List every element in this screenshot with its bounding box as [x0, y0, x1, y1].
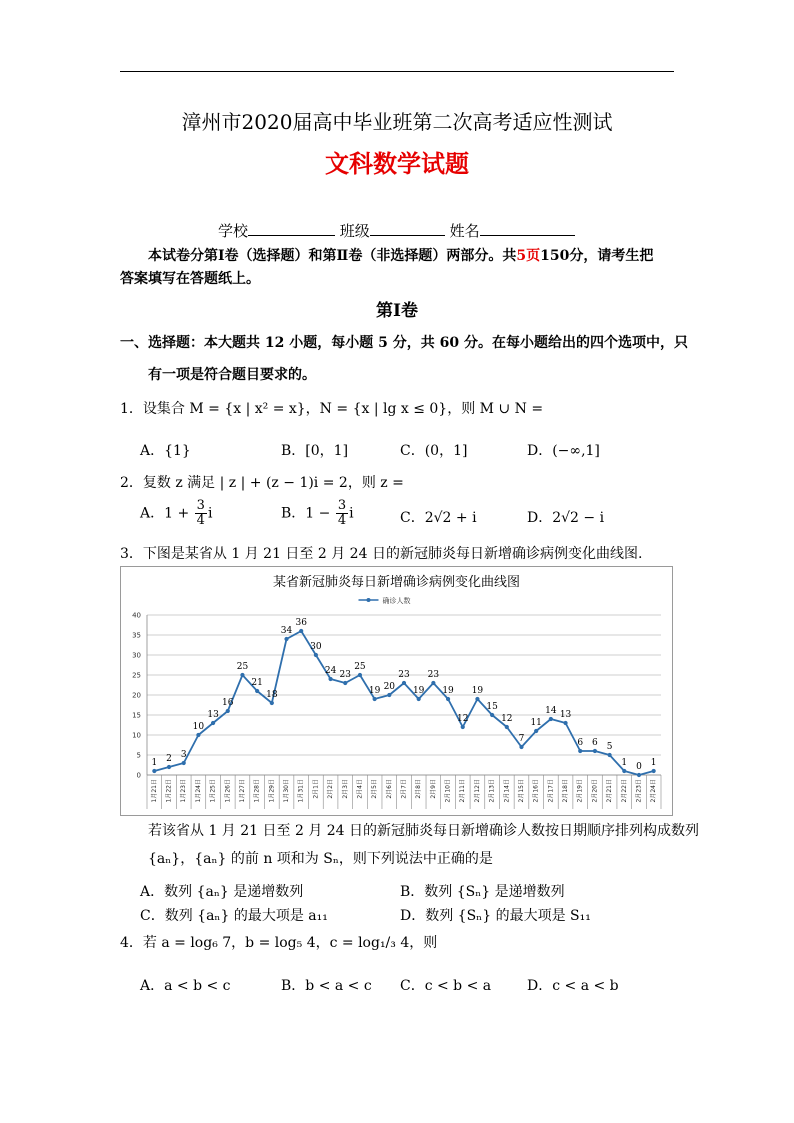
- data-label: 3: [180, 750, 187, 760]
- data-point: [475, 697, 479, 701]
- y-tick-label: 30: [132, 651, 141, 660]
- x-tick-label: 2月2日: [327, 779, 335, 799]
- data-point: [431, 681, 435, 685]
- data-point: [182, 761, 186, 765]
- q3-option-b[interactable]: B．数列 {Sₙ} 是递增数列: [400, 884, 565, 900]
- x-tick-label: 1月25日: [209, 779, 217, 803]
- data-point: [387, 693, 391, 697]
- data-label: 10: [192, 722, 205, 732]
- q4-option-d[interactable]: D．c < a < b: [527, 978, 619, 994]
- q1-option-c[interactable]: C．(0，1]: [400, 443, 468, 459]
- y-tick-label: 10: [132, 731, 141, 740]
- top-rule: [120, 71, 674, 72]
- data-point: [343, 681, 347, 685]
- data-point: [284, 637, 288, 641]
- data-label: 15: [486, 702, 498, 712]
- x-tick-label: 2月15日: [517, 779, 525, 803]
- intro-line-2: 答案填写在答题纸上。: [120, 271, 260, 287]
- data-point: [373, 697, 377, 701]
- data-label: 19: [442, 686, 454, 696]
- y-tick-label: 5: [136, 751, 141, 760]
- x-tick-label: 1月23日: [180, 779, 188, 803]
- exam-subtitle: 文科数学试题: [325, 149, 469, 178]
- class-blank[interactable]: [370, 221, 445, 236]
- data-label: 19: [368, 686, 381, 696]
- x-tick-label: 2月12日: [473, 779, 481, 803]
- x-tick-label: 2月23日: [635, 779, 643, 803]
- x-tick-label: 2月18日: [562, 779, 570, 803]
- q3-option-c[interactable]: C．数列 {aₙ} 的最大项是 a₁₁: [140, 908, 328, 924]
- x-tick-label: 1月21日: [150, 779, 158, 803]
- data-label: 19: [412, 686, 425, 696]
- q3-desc-2: {aₙ}，{aₙ} 的前 n 项和为 Sₙ，则下列说法中正确的是: [148, 851, 493, 867]
- q1-stem: 1．设集合 M = {x | x² = x}，N = {x | lg x ≤ 0}，则 M ∪ N =: [120, 401, 544, 417]
- data-label: 25: [236, 662, 249, 672]
- x-tick-label: 2月4日: [356, 779, 364, 799]
- school-blank[interactable]: [248, 221, 335, 236]
- legend-marker: [367, 598, 371, 602]
- chart-frame: [120, 566, 673, 816]
- data-label: 1: [151, 758, 158, 768]
- data-point: [211, 721, 215, 725]
- line-chart: [121, 567, 672, 815]
- data-point: [167, 765, 171, 769]
- data-label: 7: [518, 734, 525, 744]
- data-label: 30: [310, 642, 322, 652]
- x-tick-label: 2月22日: [620, 779, 628, 803]
- data-label: 34: [280, 626, 293, 636]
- data-point: [152, 769, 156, 773]
- section-heading: 一、选择题：本大题共 12 小题，每小题 5 分，共 60 分。在每小题给出的四个选项中，只: [120, 335, 688, 351]
- data-point: [490, 713, 494, 717]
- x-tick-label: 1月28日: [253, 779, 261, 803]
- data-label: 11: [530, 718, 542, 728]
- data-point: [255, 689, 259, 693]
- data-label: 13: [559, 710, 572, 720]
- data-point: [446, 697, 450, 701]
- data-point: [314, 653, 318, 657]
- data-point: [226, 709, 230, 713]
- y-tick-label: 40: [132, 611, 141, 620]
- name-blank[interactable]: [480, 221, 575, 236]
- q2-option-c[interactable]: C．2√2 + i: [400, 510, 477, 526]
- data-label: 12: [457, 714, 469, 724]
- data-point: [240, 673, 244, 677]
- data-point: [534, 729, 538, 733]
- x-tick-label: 2月10日: [444, 779, 452, 803]
- data-label: 24: [324, 666, 337, 676]
- data-point: [608, 753, 612, 757]
- data-point: [402, 681, 406, 685]
- data-point: [299, 629, 303, 633]
- fraction: $\frac{3}{4}$: [196, 498, 205, 528]
- x-tick-label: 1月31日: [297, 779, 305, 803]
- q4-option-a[interactable]: A．a < b < c: [140, 978, 231, 994]
- school-label: 学校: [218, 222, 249, 240]
- x-tick-label: 2月8日: [415, 779, 423, 799]
- y-tick-label: 20: [132, 691, 141, 700]
- data-label: 23: [427, 670, 440, 680]
- q3-option-a[interactable]: A．数列 {aₙ} 是递增数列: [140, 884, 304, 900]
- data-label: 12: [501, 714, 513, 724]
- x-tick-label: 2月21日: [606, 779, 614, 803]
- student-info-line: [218, 220, 575, 241]
- data-label: 5: [606, 742, 613, 752]
- x-tick-label: 1月26日: [224, 779, 232, 803]
- q2-option-d[interactable]: D．2√2 − i: [527, 510, 605, 526]
- exam-title: 漳州市2020届高中毕业班第二次高考适应性测试: [181, 110, 613, 134]
- q3-stem: 3．下图是某省从 1 月 21 日至 2 月 24 日的新冠肺炎每日新增确诊病例变化曲线图.: [120, 546, 643, 562]
- x-tick-label: 2月3日: [341, 779, 349, 799]
- y-tick-label: 25: [132, 671, 141, 680]
- data-point: [358, 673, 362, 677]
- x-tick-label: 1月27日: [238, 779, 246, 803]
- data-point: [549, 717, 553, 721]
- name-label: 姓名: [449, 222, 480, 240]
- y-tick-label: 15: [132, 711, 141, 720]
- q1-option-b[interactable]: B．[0，1]: [281, 443, 349, 459]
- q4-option-b[interactable]: B．b < a < c: [281, 978, 372, 994]
- data-label: 13: [207, 710, 219, 720]
- data-label: 0: [636, 762, 642, 772]
- data-point: [622, 769, 626, 773]
- data-label: 1: [650, 758, 657, 768]
- data-point: [519, 745, 523, 749]
- section-heading-cont: 有一项是符合题目要求的。: [148, 367, 316, 383]
- q1-option-a[interactable]: A．{1}: [140, 443, 191, 459]
- x-tick-label: 2月13日: [488, 779, 496, 803]
- data-point: [270, 701, 274, 705]
- data-point: [196, 733, 200, 737]
- data-point: [328, 677, 332, 681]
- class-label: 班级: [339, 222, 370, 240]
- intro-line-1: 本试卷分第Ⅰ卷（选择题）和第Ⅱ卷（非选择题）两部分。共5页150分，请考生把: [148, 248, 654, 264]
- q4-stem: 4．若 a = log₆ 7，b = log₅ 4，c = log₁/₃ 4，则: [120, 935, 438, 951]
- data-point: [563, 721, 567, 725]
- legend-label: 确诊人数: [382, 597, 411, 605]
- x-tick-label: 1月22日: [165, 779, 173, 803]
- y-tick-label: 35: [132, 631, 141, 640]
- x-tick-label: 2月16日: [532, 779, 540, 803]
- chart-title: 某省新冠肺炎每日新增确诊病例变化曲线图: [272, 575, 521, 590]
- x-tick-label: 2月24日: [650, 779, 658, 803]
- data-point: [417, 697, 421, 701]
- q4-option-c[interactable]: C．c < b < a: [400, 978, 492, 994]
- x-tick-label: 2月1日: [312, 779, 320, 799]
- x-tick-label: 2月19日: [576, 779, 584, 803]
- data-label: 23: [339, 670, 351, 680]
- data-label: 6: [592, 738, 598, 748]
- y-tick-label: 0: [136, 771, 141, 780]
- data-label: 20: [383, 682, 396, 692]
- x-tick-label: 2月6日: [385, 779, 393, 799]
- data-label: 19: [471, 686, 484, 696]
- x-tick-label: 2月14日: [503, 779, 511, 803]
- fraction: $\frac{3}{4}$: [337, 498, 347, 528]
- part-title: 第Ⅰ卷: [376, 301, 418, 321]
- data-label: 2: [166, 754, 172, 764]
- data-point: [593, 749, 597, 753]
- x-tick-label: 1月30日: [283, 779, 291, 803]
- data-label: 6: [577, 738, 584, 748]
- data-label: 23: [398, 670, 410, 680]
- data-label: 1: [621, 758, 628, 768]
- data-label: 16: [222, 698, 234, 708]
- x-tick-label: 2月20日: [591, 779, 599, 803]
- x-tick-label: 2月5日: [371, 779, 379, 799]
- data-point: [652, 769, 656, 773]
- data-point: [637, 773, 641, 777]
- data-label: 36: [295, 618, 307, 628]
- q3-option-d[interactable]: D．数列 {Sₙ} 的最大项是 S₁₁: [400, 908, 591, 924]
- x-tick-label: 2月7日: [400, 779, 408, 799]
- data-label: 14: [545, 706, 557, 716]
- q2-option-a[interactable]: A．1 + $\frac{3}{4}$ i: [140, 498, 213, 528]
- data-label: 18: [266, 690, 278, 700]
- data-point: [578, 749, 582, 753]
- q2-option-b[interactable]: B．1 − $\frac{3}{4}$ i: [281, 498, 354, 528]
- q2-stem: 2．复数 z 满足 | z | + (z − 1)i = 2，则 z =: [120, 475, 404, 491]
- q1-option-d[interactable]: D．(−∞,1]: [527, 443, 600, 459]
- data-point: [461, 725, 465, 729]
- x-tick-label: 1月29日: [268, 779, 276, 803]
- x-tick-label: 2月9日: [429, 779, 437, 799]
- x-tick-label: 2月17日: [547, 779, 555, 803]
- q3-desc-1: 若该省从 1 月 21 日至 2 月 24 日的新冠肺炎每日新增确诊人数按日期顺序排列构成数列: [148, 823, 700, 839]
- data-label: 25: [354, 662, 366, 672]
- x-tick-label: 1月24日: [194, 779, 202, 803]
- x-tick-label: 2月11日: [459, 779, 467, 803]
- data-label: 21: [251, 678, 263, 688]
- data-point: [505, 725, 509, 729]
